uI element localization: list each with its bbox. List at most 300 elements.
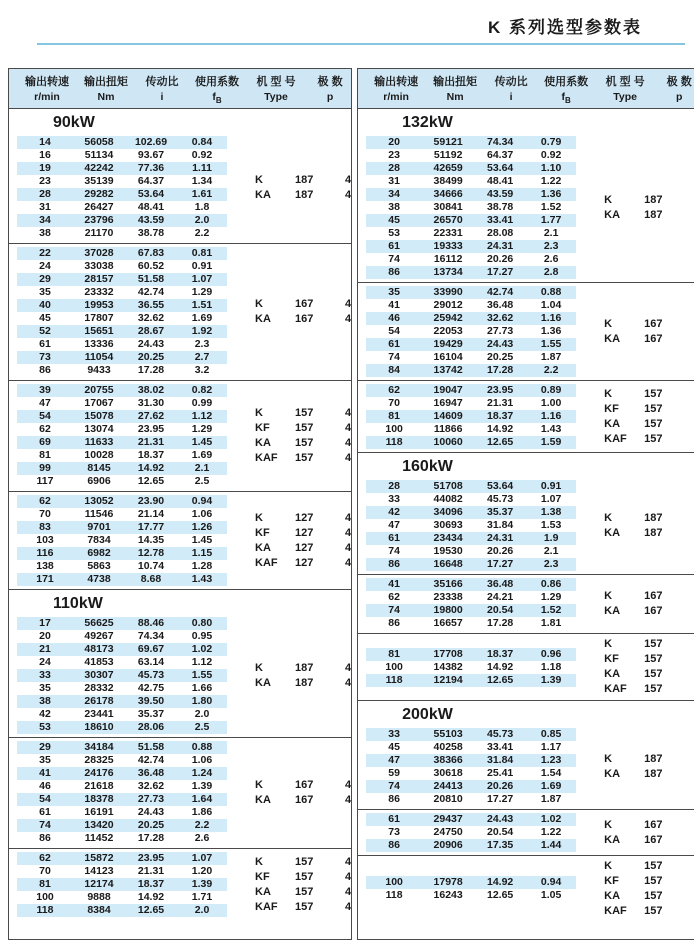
- output-speed-cell: 47: [39, 397, 51, 410]
- model-row: [604, 317, 694, 332]
- model-size-cell: 157: [644, 875, 663, 888]
- ratio-cell: 17.28: [486, 617, 514, 630]
- model-type-cell: KA: [604, 668, 621, 681]
- table-row: [366, 506, 576, 519]
- output-torque-cell: 30841: [433, 201, 463, 214]
- output-torque-cell: 9701: [87, 521, 111, 534]
- table-row: [17, 364, 227, 377]
- service-factor-cell: 1.9: [543, 532, 559, 545]
- model-list: [227, 778, 351, 808]
- pole-count-cell: 4: [345, 422, 352, 435]
- table-row: [366, 299, 576, 312]
- service-factor-cell: 1.16: [540, 410, 562, 423]
- ratio-cell: 21.31: [137, 436, 165, 449]
- output-torque-cell: 56625: [84, 617, 114, 630]
- table-row: [17, 573, 227, 586]
- output-speed-cell: 14: [39, 136, 51, 149]
- service-factor-cell: 2.1: [543, 545, 559, 558]
- data-rows: [17, 384, 227, 488]
- model-row: [604, 767, 694, 782]
- pole-count-cell: [676, 637, 694, 652]
- column-header-unit: i: [160, 91, 164, 103]
- model-size-cell: 167: [295, 298, 314, 311]
- service-factor-cell: 1.52: [540, 201, 562, 214]
- model-row: [255, 451, 351, 466]
- model-size-cell: 157: [295, 452, 314, 465]
- output-speed-cell: 59: [388, 767, 400, 780]
- model-size-cell: 157: [295, 885, 314, 898]
- pole-count-cell: [676, 667, 694, 682]
- output-torque-cell: 17807: [84, 312, 114, 325]
- table-row: [17, 162, 227, 175]
- model-type-cell: K: [604, 818, 613, 831]
- ratio-cell: 33.41: [486, 214, 514, 227]
- ratio-cell: 53.64: [486, 480, 514, 493]
- output-torque-cell: 21618: [84, 780, 114, 793]
- model-size-cell: 157: [644, 387, 663, 400]
- model-row: [604, 589, 694, 604]
- model-type-cell: KF: [255, 526, 270, 539]
- column-header-unit: r/min: [34, 91, 60, 103]
- pole-count-cell: [676, 682, 694, 697]
- service-factor-cell: 2.0: [194, 904, 210, 917]
- pole-count-cell: 4: [345, 556, 352, 569]
- ratio-cell: 25.41: [486, 767, 514, 780]
- output-speed-cell: 42: [39, 708, 51, 721]
- ratio-cell: 36.48: [137, 767, 165, 780]
- table-row: [17, 695, 227, 708]
- output-speed-cell: 74: [388, 545, 400, 558]
- model-type-cell: K: [604, 638, 613, 651]
- ratio-cell: 28.08: [486, 227, 514, 240]
- table-row: [366, 728, 576, 741]
- table-row: [366, 767, 576, 780]
- table-row: [17, 338, 227, 351]
- ratio-cell: 20.54: [486, 826, 514, 839]
- output-torque-cell: 19530: [433, 545, 463, 558]
- pole-count-cell: [676, 818, 694, 833]
- service-factor-cell: 1.55: [540, 338, 562, 351]
- ratio-cell: 23.95: [486, 384, 514, 397]
- model-row: [255, 297, 351, 312]
- output-speed-cell: 35: [39, 754, 51, 767]
- output-torque-cell: 13742: [433, 364, 463, 377]
- output-speed-cell: 17: [39, 617, 51, 630]
- column-header: [243, 73, 309, 105]
- table-row: [17, 560, 227, 573]
- table-section: [358, 855, 694, 922]
- model-row: [255, 188, 351, 203]
- model-type-cell: KA: [604, 526, 621, 539]
- output-torque-cell: 34666: [433, 188, 463, 201]
- service-factor-cell: 1.00: [540, 397, 562, 410]
- output-torque-cell: 40258: [433, 741, 463, 754]
- output-torque-cell: 15651: [84, 325, 114, 338]
- model-size-cell: 157: [295, 437, 314, 450]
- ratio-cell: 10.74: [137, 560, 165, 573]
- ratio-cell: 17.27: [486, 793, 514, 806]
- table-header-row: [358, 69, 694, 109]
- output-speed-cell: 171: [36, 573, 54, 586]
- model-type-cell: KAF: [255, 900, 278, 913]
- service-factor-cell: 2.0: [194, 708, 210, 721]
- output-torque-cell: 13336: [84, 338, 114, 351]
- pole-count-cell: [676, 417, 694, 432]
- service-factor-cell: 1.02: [540, 813, 562, 826]
- power-heading: 200kW: [402, 706, 453, 724]
- output-speed-cell: 84: [388, 364, 400, 377]
- output-speed-cell: 33: [388, 728, 400, 741]
- model-row: [604, 874, 694, 889]
- output-speed-cell: 118: [385, 673, 403, 686]
- service-factor-cell: 0.92: [540, 149, 562, 162]
- output-speed-cell: 70: [39, 865, 51, 878]
- ratio-cell: 24.43: [137, 338, 165, 351]
- output-speed-cell: 53: [388, 227, 400, 240]
- parameter-table: [8, 68, 352, 940]
- output-speed-cell: 61: [39, 338, 51, 351]
- model-type-cell: K: [604, 590, 613, 603]
- output-torque-cell: 41853: [84, 656, 114, 669]
- table-row: [17, 312, 227, 325]
- table-row: [366, 351, 576, 364]
- service-factor-cell: 0.82: [191, 384, 213, 397]
- output-speed-cell: 86: [388, 266, 400, 279]
- table-row: [17, 175, 227, 188]
- model-row: [255, 778, 351, 793]
- output-speed-cell: 103: [36, 534, 54, 547]
- model-size-cell: 187: [644, 511, 663, 524]
- service-factor-cell: 1.87: [540, 351, 562, 364]
- service-factor-cell: 1.39: [191, 878, 213, 891]
- ratio-cell: 32.62: [137, 780, 165, 793]
- service-factor-cell: 1.18: [540, 660, 562, 673]
- table-row: [17, 891, 227, 904]
- model-type-cell: KAF: [255, 452, 278, 465]
- table-row: [17, 260, 227, 273]
- table-row: [366, 364, 576, 377]
- table-section: [9, 737, 351, 848]
- service-factor-cell: 1.29: [191, 286, 213, 299]
- output-speed-cell: 118: [385, 436, 403, 449]
- output-speed-cell: 81: [388, 410, 400, 423]
- output-speed-cell: 45: [39, 312, 51, 325]
- model-type-cell: K: [255, 661, 263, 674]
- service-factor-cell: 0.88: [540, 286, 562, 299]
- table-row: [366, 397, 576, 410]
- service-factor-cell: 2.7: [194, 351, 210, 364]
- output-speed-cell: 41: [388, 299, 400, 312]
- model-type-cell: K: [604, 193, 613, 206]
- service-factor-cell: 1.77: [540, 214, 562, 227]
- output-speed-cell: 86: [39, 364, 51, 377]
- table-row: [17, 273, 227, 286]
- model-row: [604, 859, 694, 874]
- model-size-cell: 157: [295, 855, 314, 868]
- table-row: [17, 904, 227, 917]
- service-factor-cell: 2.2: [543, 364, 559, 377]
- service-factor-cell: 1.43: [191, 573, 213, 586]
- ratio-cell: 17.27: [486, 266, 514, 279]
- service-factor-cell: 0.96: [540, 647, 562, 660]
- model-row: [604, 682, 694, 697]
- pole-count-cell: 4: [345, 855, 352, 868]
- output-speed-cell: 54: [39, 410, 51, 423]
- table-section: [358, 633, 694, 700]
- output-speed-cell: 41: [388, 578, 400, 591]
- pole-count-cell: [676, 526, 694, 541]
- model-type-cell: K: [255, 779, 263, 792]
- table-row: [17, 214, 227, 227]
- ratio-cell: 24.21: [486, 591, 514, 604]
- table-row: [17, 643, 227, 656]
- power-block: [9, 109, 351, 589]
- service-factor-cell: 1.29: [540, 591, 562, 604]
- model-type-cell: KA: [255, 437, 271, 450]
- model-type-cell: K: [255, 298, 263, 311]
- output-torque-cell: 29437: [433, 813, 463, 826]
- model-row: [255, 793, 351, 808]
- output-speed-cell: 41: [39, 767, 51, 780]
- output-torque-cell: 34184: [84, 741, 114, 754]
- output-speed-cell: 74: [388, 604, 400, 617]
- table-row: [17, 351, 227, 364]
- table-row: [17, 495, 227, 508]
- table-row: [17, 656, 227, 669]
- output-torque-cell: 6906: [87, 475, 111, 488]
- output-torque-cell: 26427: [84, 201, 114, 214]
- table-row: [366, 604, 576, 617]
- output-torque-cell: 13734: [433, 266, 463, 279]
- service-factor-cell: 1.06: [191, 754, 213, 767]
- model-size-cell: 157: [295, 900, 314, 913]
- service-factor-cell: 1.45: [191, 534, 213, 547]
- table-row: [17, 865, 227, 878]
- ratio-cell: 24.43: [486, 813, 514, 826]
- column-header-unit: Type: [613, 91, 637, 103]
- model-size-cell: 167: [295, 794, 314, 807]
- model-size-cell: 167: [295, 779, 314, 792]
- data-rows: [17, 852, 227, 917]
- table-row: [366, 286, 576, 299]
- model-type-cell: KA: [255, 541, 271, 554]
- service-factor-cell: 0.84: [191, 136, 213, 149]
- service-factor-cell: 2.6: [194, 832, 210, 845]
- output-speed-cell: 24: [39, 260, 51, 273]
- column-header-label: 输出转速: [25, 76, 69, 88]
- pole-count-cell: [676, 432, 694, 447]
- model-row: [255, 173, 351, 188]
- data-rows: [17, 741, 227, 845]
- output-torque-cell: 14123: [84, 865, 114, 878]
- output-speed-cell: 61: [388, 532, 400, 545]
- output-speed-cell: 73: [388, 826, 400, 839]
- pole-count-cell: [676, 193, 694, 208]
- table-row: [17, 521, 227, 534]
- table-row: [366, 591, 576, 604]
- pole-count-cell: [676, 767, 694, 782]
- model-type-cell: K: [255, 407, 263, 420]
- table-section: [9, 848, 351, 920]
- table-row: [366, 480, 576, 493]
- output-speed-cell: 23: [39, 175, 51, 188]
- output-speed-cell: 47: [388, 519, 400, 532]
- data-rows: [17, 617, 227, 734]
- model-row: [255, 556, 351, 571]
- model-type-cell: KA: [604, 208, 621, 221]
- output-torque-cell: 11633: [84, 436, 114, 449]
- output-torque-cell: 28325: [84, 754, 114, 767]
- model-row: [604, 511, 694, 526]
- service-factor-cell: 1.55: [191, 669, 213, 682]
- table-row: [17, 832, 227, 845]
- table-row: [17, 793, 227, 806]
- output-torque-cell: 16657: [433, 617, 463, 630]
- output-torque-cell: 44082: [433, 493, 463, 506]
- column-header-unit: r/min: [383, 91, 409, 103]
- ratio-cell: 42.74: [137, 754, 165, 767]
- ratio-cell: 35.37: [137, 708, 165, 721]
- service-factor-cell: 1.69: [540, 780, 562, 793]
- output-torque-cell: 23434: [433, 532, 463, 545]
- model-size-cell: 157: [295, 870, 314, 883]
- model-size-cell: 187: [644, 768, 663, 781]
- table-row: [366, 558, 576, 571]
- table-row: [366, 338, 576, 351]
- model-type-cell: KA: [255, 189, 271, 202]
- ratio-cell: 28.67: [137, 325, 165, 338]
- model-type-cell: KA: [255, 885, 271, 898]
- service-factor-cell: 1.64: [191, 793, 213, 806]
- ratio-cell: 21.31: [137, 865, 165, 878]
- column-header: [658, 73, 694, 105]
- pole-count-cell: 4: [345, 676, 352, 689]
- table-row: [366, 532, 576, 545]
- service-factor-cell: 1.54: [540, 767, 562, 780]
- table-row: [17, 852, 227, 865]
- service-factor-cell: 2.2: [194, 227, 210, 240]
- service-factor-cell: 0.91: [540, 480, 562, 493]
- model-type-cell: KA: [255, 794, 271, 807]
- table-row: [17, 878, 227, 891]
- data-rows: [366, 384, 576, 449]
- ratio-cell: 14.92: [486, 876, 514, 889]
- model-type-cell: KF: [255, 870, 270, 883]
- ratio-cell: 27.73: [486, 325, 514, 338]
- table-section: [9, 133, 351, 243]
- service-factor-cell: 1.34: [191, 175, 213, 188]
- service-factor-cell: 1.69: [191, 449, 213, 462]
- model-type-cell: KAF: [604, 905, 627, 918]
- service-factor-cell: 1.87: [540, 793, 562, 806]
- output-speed-cell: 35: [39, 682, 51, 695]
- output-speed-cell: 62: [39, 423, 51, 436]
- column-header: [133, 73, 191, 105]
- output-speed-cell: 52: [39, 325, 51, 338]
- output-torque-cell: 10060: [433, 436, 463, 449]
- ratio-cell: 42.74: [486, 286, 514, 299]
- output-torque-cell: 18610: [84, 721, 114, 734]
- output-speed-cell: 62: [39, 852, 51, 865]
- output-torque-cell: 48173: [84, 643, 114, 656]
- data-rows: [366, 813, 576, 852]
- output-speed-cell: 74: [388, 253, 400, 266]
- output-speed-cell: 81: [39, 449, 51, 462]
- output-torque-cell: 16947: [433, 397, 463, 410]
- table-row: [17, 547, 227, 560]
- model-type-cell: KF: [255, 422, 270, 435]
- output-speed-cell: 81: [388, 647, 400, 660]
- ratio-cell: 51.58: [137, 741, 165, 754]
- model-row: [255, 900, 351, 915]
- table-row: [366, 188, 576, 201]
- table-row: [17, 462, 227, 475]
- model-type-cell: KF: [604, 875, 619, 888]
- ratio-cell: 53.64: [486, 162, 514, 175]
- ratio-cell: 31.84: [486, 754, 514, 767]
- output-speed-cell: 53: [39, 721, 51, 734]
- output-speed-cell: 61: [388, 338, 400, 351]
- output-torque-cell: 26178: [84, 695, 114, 708]
- model-row: [255, 526, 351, 541]
- ratio-cell: 21.31: [486, 397, 514, 410]
- service-factor-cell: 1.51: [191, 299, 213, 312]
- service-factor-cell: 0.94: [191, 495, 213, 508]
- pole-count-cell: 4: [345, 661, 352, 674]
- model-row: [604, 889, 694, 904]
- ratio-cell: 17.28: [137, 364, 165, 377]
- output-speed-cell: 29: [39, 273, 51, 286]
- model-size-cell: 157: [644, 402, 663, 415]
- model-size-cell: 187: [644, 193, 663, 206]
- model-row: [255, 541, 351, 556]
- model-list: [576, 859, 694, 919]
- pole-count-cell: [676, 904, 694, 919]
- model-size-cell: 157: [644, 638, 663, 651]
- output-torque-cell: 17978: [433, 876, 463, 889]
- output-torque-cell: 24750: [433, 826, 463, 839]
- table-section: [358, 725, 694, 809]
- output-torque-cell: 56058: [84, 136, 114, 149]
- output-torque-cell: 6982: [87, 547, 111, 560]
- service-factor-cell: 1.52: [540, 604, 562, 617]
- column-header: [309, 73, 351, 105]
- ratio-cell: 31.30: [137, 397, 165, 410]
- model-type-cell: K: [255, 855, 263, 868]
- table-row: [366, 519, 576, 532]
- pole-count-cell: 4: [345, 794, 352, 807]
- output-torque-cell: 29282: [84, 188, 114, 201]
- model-list: [227, 855, 351, 915]
- service-factor-cell: 1.07: [191, 852, 213, 865]
- pole-count-cell: 4: [345, 541, 352, 554]
- table-row: [366, 136, 576, 149]
- pole-count-cell: 4: [345, 313, 352, 326]
- service-factor-cell: 1.36: [540, 325, 562, 338]
- table-row: [17, 617, 227, 630]
- table-row: [17, 286, 227, 299]
- ratio-cell: 21.14: [137, 508, 165, 521]
- model-size-cell: 187: [644, 526, 663, 539]
- output-torque-cell: 33038: [84, 260, 114, 273]
- service-factor-cell: 1.12: [191, 656, 213, 669]
- ratio-cell: 24.31: [486, 532, 514, 545]
- output-torque-cell: 28157: [84, 273, 114, 286]
- output-speed-cell: 86: [388, 558, 400, 571]
- table-row: [366, 661, 576, 674]
- output-torque-cell: 51134: [84, 149, 114, 162]
- pole-count-cell: 4: [345, 174, 352, 187]
